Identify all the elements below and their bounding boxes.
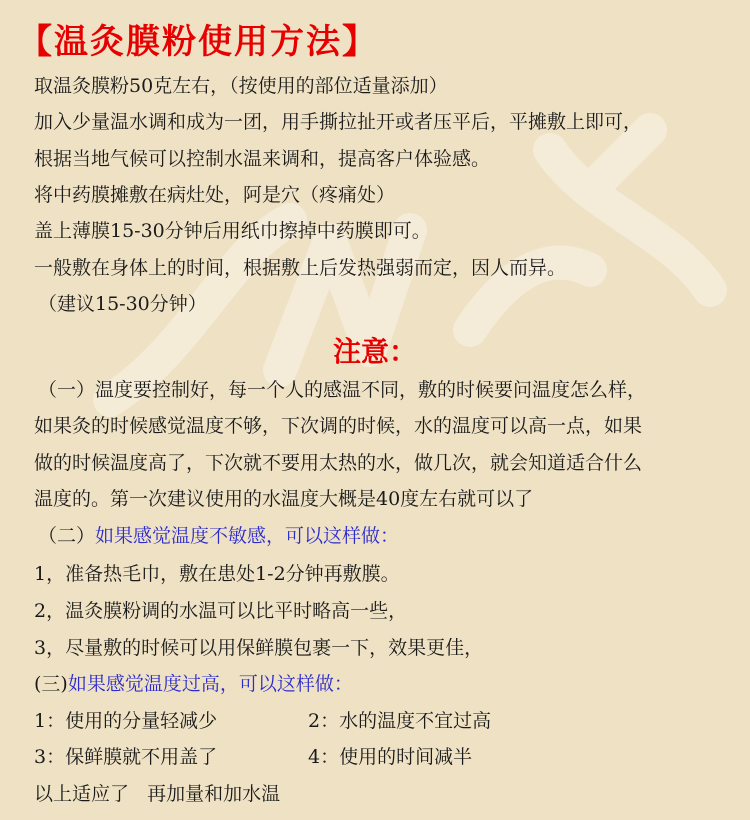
section3-heading xyxy=(34,672,353,696)
method-line: 加入少量温水调和成为一团，用手撕拉扯开或者压平后，平摊敷上即可， xyxy=(34,111,643,133)
method-line: 取温灸膜粉50克左右，（按使用的部位适量添加） xyxy=(34,75,448,97)
section3-row xyxy=(34,745,473,769)
section3-item: 4：使用的时间减半 xyxy=(308,746,473,768)
section3-prefix: (三) xyxy=(34,673,68,695)
section1-line: 如果灸的时候感觉温度不够，下次调的时候，水的温度可以高一点，如果 xyxy=(34,415,643,437)
notice-heading: 注意： xyxy=(332,335,417,368)
section2-item: 2，温灸膜粉调的水温可以比平时略高一些， xyxy=(34,600,408,622)
method-line: 盖上薄膜15-30分钟后用纸巾擦掉中药膜即可。 xyxy=(34,220,431,242)
method-line: （建议15-30分钟） xyxy=(38,293,207,315)
section1-line: 温度的。第一次建议使用的水温度大概是40度左右就可以了 xyxy=(34,488,534,510)
section1-line: 做的时候温度高了，下次就不要用太热的水，做几次，就会知道适合什么 xyxy=(34,452,643,474)
watermark-graphic xyxy=(30,70,730,510)
section2-item: 1，准备热毛巾，敷在患处1-2分钟再敷膜。 xyxy=(34,563,400,585)
section3-heading-text: 如果感觉温度过高，可以这样做： xyxy=(67,673,353,695)
footer-note: 以上适应了 再加量和加水温 xyxy=(34,783,281,805)
section2-heading-text: 如果感觉温度不敏感，可以这样做： xyxy=(95,525,400,547)
section1-line: （一）温度要控制好，每一个人的感温不同，敷的时候要问温度怎么样， xyxy=(38,379,647,401)
section3-row xyxy=(34,709,492,733)
section3-item: 2：水的温度不宜过高 xyxy=(308,710,492,732)
method-line: 一般敷在身体上的时间，根据敷上后发热强弱而定，因人而异。 xyxy=(34,257,567,279)
section3-item: 1：使用的分量轻减少 xyxy=(34,710,218,732)
section2-prefix: （二） xyxy=(38,525,96,547)
section2-heading xyxy=(38,524,399,548)
method-line: 将中药膜摊敷在病灶处，阿是穴（疼痛处） xyxy=(34,184,396,206)
section2-item: 3，尽量敷的时候可以用保鲜膜包裹一下，效果更佳， xyxy=(34,637,484,659)
section3-item: 3：保鲜膜就不用盖了 xyxy=(34,746,218,768)
method-line: 根据当地气候可以控制水温来调和，提高客户体验感。 xyxy=(34,148,491,170)
page-title: 【温灸膜粉使用方法】 xyxy=(18,22,378,62)
